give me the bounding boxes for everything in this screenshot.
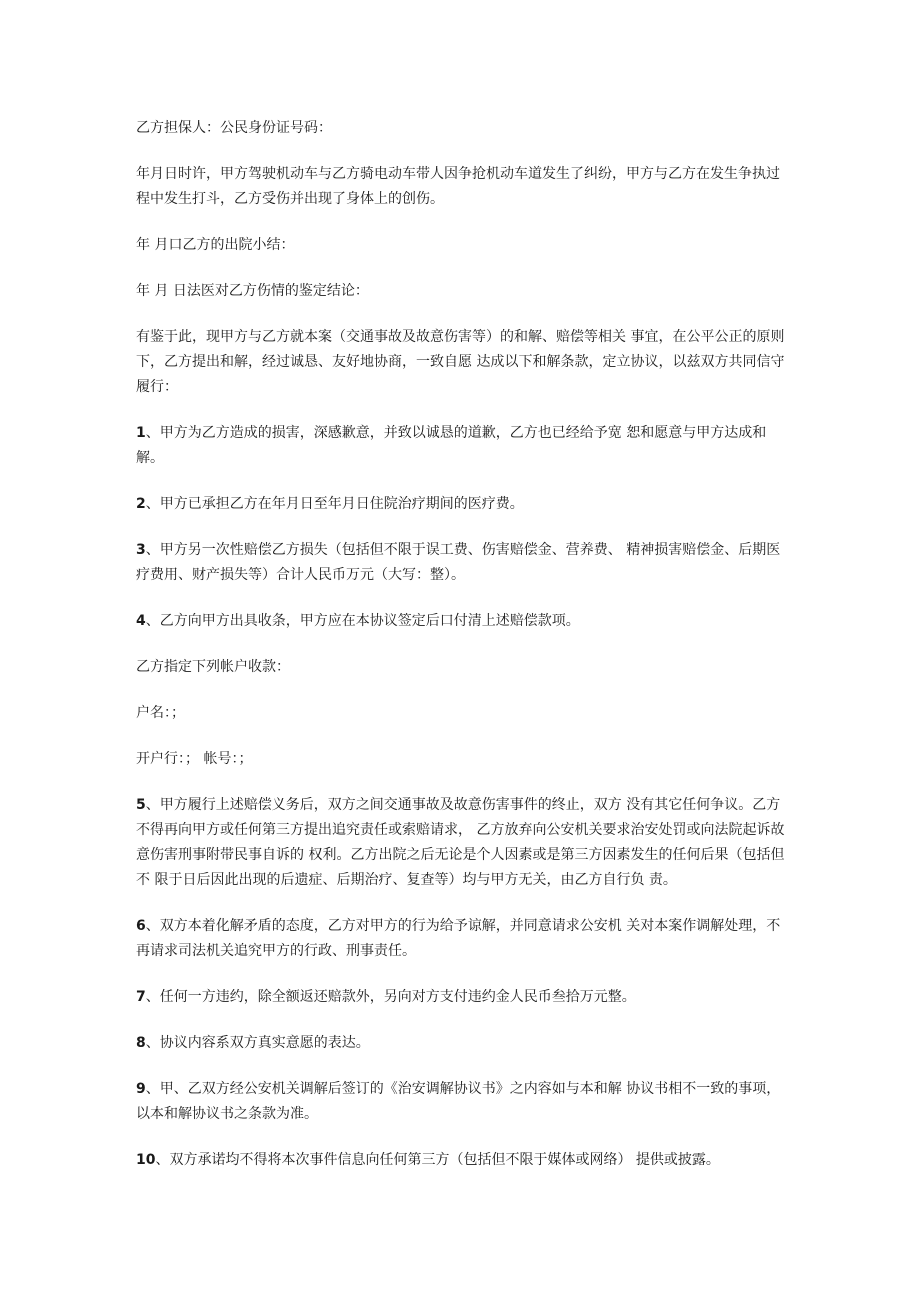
clause-number: 9: [136, 1081, 146, 1097]
clause-3: 3、甲方另一次性赔偿乙方损失（包括但不限于误工费、伤害赔偿金、营养费、 精神损害赔偿金、后期医疗费用、财产损失等）合计人民币万元（大写：整）。: [136, 542, 781, 583]
paragraph-guarantor: 乙方担保人：公民身份证号码：: [136, 120, 332, 136]
paragraph-incident: 年月日时许，甲方驾驶机动车与乙方骑电动车带人因争抢机动车道发生了纠纷，甲方与乙方在发生争执过程中发生打斗，乙方受伤并出现了身体上的创伤。: [136, 166, 780, 207]
clause-2: 2、甲方已承担乙方在年月日至年月日住院治疗期间的医疗费。: [136, 496, 524, 512]
clause-number: 6: [136, 918, 146, 934]
clause-number: 4: [136, 613, 146, 629]
clause-6: 6、双方本着化解矛盾的态度，乙方对甲方的行为给予谅解，并同意请求公安机 关对本案作调解处理，不再请求司法机关追究甲方的行政、刑事责任。: [136, 918, 781, 959]
paragraph-preamble: 有鉴于此，现甲方与乙方就本案（交通事故及故意伤害等）的和解、赔偿等相关 事宜，在公平公正的原则下，乙方提出和解，经过诚恳、友好地协商，一致自愿 达成以下和解条款，定立协议，以兹双方共同信守履行：: [136, 329, 785, 395]
clause-8: 8、协议内容系双方真实意愿的表达。: [136, 1035, 370, 1051]
paragraph-forensic-conclusion: 年 月 日法医对乙方伤情的鉴定结论：: [136, 283, 369, 299]
clause-number: 2: [136, 496, 146, 512]
clause-10: 10、双方承诺均不得将本次事件信息向任何第三方（包括但不限于媒体或网络） 提供或披露。: [136, 1152, 720, 1168]
clause-number: 7: [136, 989, 146, 1005]
clause-1: 1、甲方为乙方造成的损害，深感歉意，并致以诚恳的道歉，乙方也已经给予宽 恕和愿意与甲方达成和解。: [136, 425, 767, 466]
clause-7: 7、任何一方违约，除全额返还赔款外，另向对方支付违约金人民币叁拾万元整。: [136, 989, 636, 1005]
clause-number: 10: [136, 1152, 156, 1168]
clause-9: 9、甲、乙双方经公安机关调解后签订的《治安调解协议书》之内容如与本和解 协议书相不一致的事项，以本和解协议书之条款为准。: [136, 1081, 781, 1122]
clause-number: 8: [136, 1035, 146, 1051]
clause-number: 1: [136, 425, 146, 441]
paragraph-account-intro: 乙方指定下列帐户收款：: [136, 659, 290, 675]
paragraph-discharge-summary: 年 月口乙方的出院小结：: [136, 237, 295, 253]
clause-number: 3: [136, 542, 146, 558]
paragraph-account-name: 户名：；: [136, 705, 185, 721]
clause-number: 5: [136, 797, 146, 813]
paragraph-bank-account: 开户行：； 帐号：；: [136, 751, 253, 767]
clause-4: 4、乙方向甲方出具收条，甲方应在本协议签定后口付清上述赔偿款项。: [136, 613, 580, 629]
document-body: [136, 116, 786, 1194]
clause-5: 5、甲方履行上述赔偿义务后，双方之间交通事故及故意伤害事件的终止，双方 没有其它任何争议。乙方不得再向甲方或任何第三方提出追究责任或索赔请求， 乙方放弃向公安机关要求治安处罚或向法院起诉故意伤害刑事附带民事自诉的 权利。乙方出院之后无论是个人因素或是第三方因素发生的任何后果（包括但不 限于日后因此出现的后遗症、后期治疗、复查等）均与甲方无关，由乙方自行负 责。: [136, 797, 785, 888]
